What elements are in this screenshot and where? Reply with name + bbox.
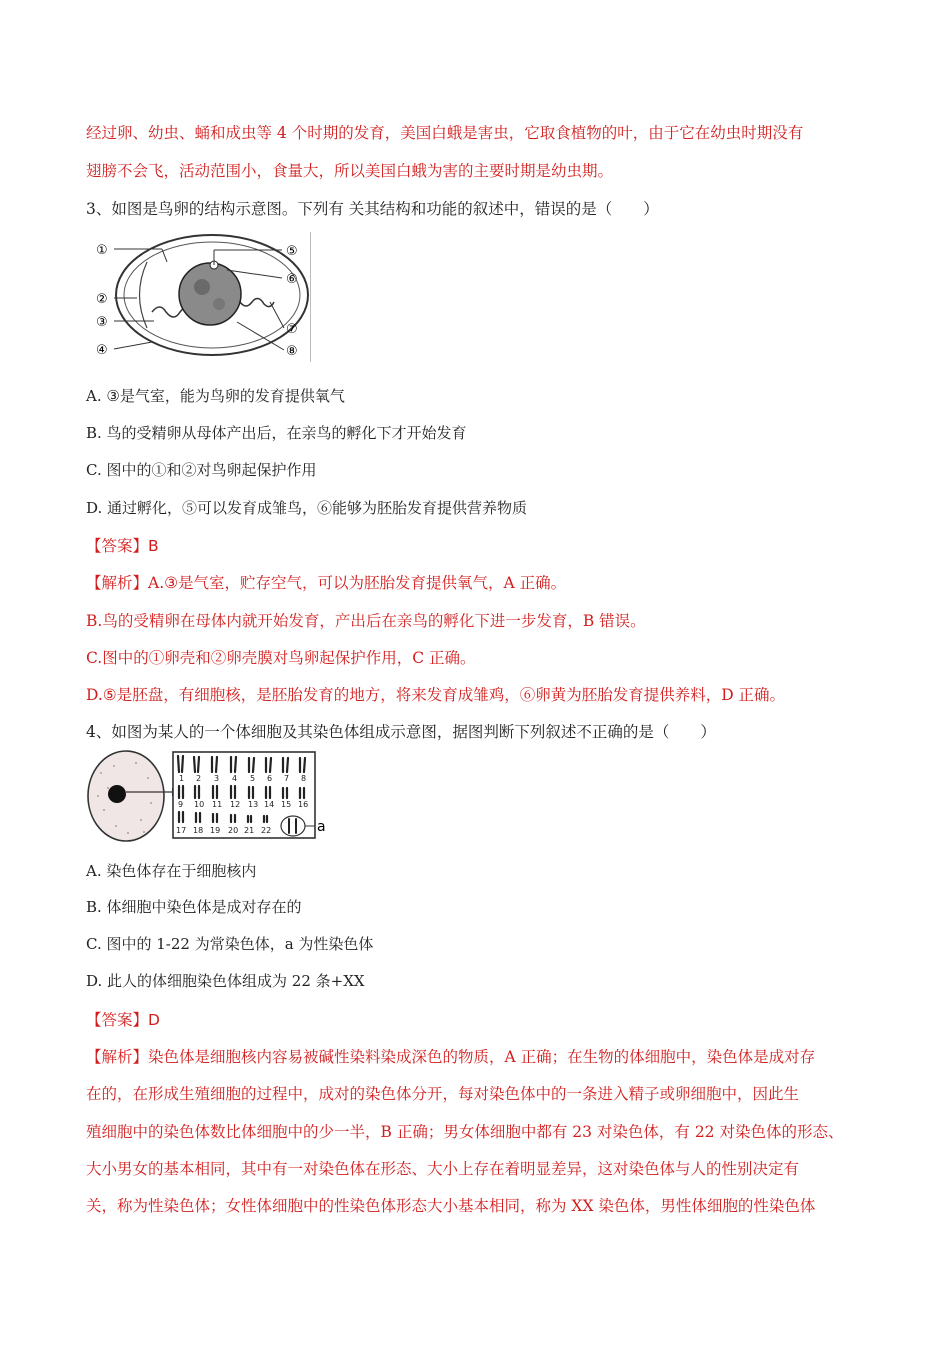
q3-option-b: B. 鸟的受精卵从母体产出后，在亲鸟的孵化下才开始发育 [86,424,467,442]
q3-answer-tag: 【答案】 [86,537,149,555]
q4-answer-value: D [148,1011,160,1029]
q3-option-c: C. 图中的①和②对鸟卵起保护作用 [86,461,317,479]
chromosome-number: 8 [301,774,307,783]
q4-analysis-text-1: 染色体是细胞核内容易被碱性染料染成深色的物质，A 正确；在生物的体细胞中，染色体是成对存 [148,1048,816,1066]
chromosome-number: 4 [232,774,238,783]
q3-answer-value: B [148,537,159,555]
q3-answer [86,534,159,556]
q4-option-c: C. 图中的 1-22 为常染色体，a 为性染色体 [86,935,374,953]
chromosome-number: 14 [264,800,275,809]
chromosome-number: 16 [298,800,309,809]
q4-analysis-line-5: 关，称为性染色体；女性体细胞中的性染色体形态大小基本相同，称为 XX 染色体，男性体细胞的性染色体 [86,1197,816,1215]
chromosome-number: 2 [196,774,202,783]
egg-label-8: ⑧ [286,344,298,359]
chromosome-number: 10 [194,800,205,809]
chromosome-number: 1 [179,774,185,783]
egg-label-2: ② [96,292,108,307]
q4-answer [86,1008,160,1030]
egg-label-5: ⑤ [286,244,298,259]
chromosome-number: 19 [210,826,221,835]
q4-answer-tag: 【答案】 [86,1011,149,1029]
q4-analysis-line-3: 殖细胞中的染色体数比体细胞中的少一半，B 正确；男女体细胞中都有 23 对染色体，有 22 对染色体的形态、 [86,1123,844,1141]
egg-label-7: ⑦ [286,322,298,337]
q3-analysis-line-4: D.⑤是胚盘，有细胞核，是胚胎发育的地方，将来发育成雏鸡，⑥卵黄为胚胎发育提供养料，D 正确。 [86,686,786,704]
q3-option-a: A. ③是气室，能为鸟卵的发育提供氧气 [86,387,345,405]
q4-analysis-tag: 【解析】 [86,1048,149,1066]
chromosome-number: 15 [281,800,292,809]
q3-analysis-line-3: C.图中的①卵壳和②卵壳膜对鸟卵起保护作用，C 正确。 [86,649,476,667]
chromosome-number: 17 [176,826,187,835]
q3-analysis-line-1 [86,571,566,593]
q4-option-b: B. 体细胞中染色体是成对存在的 [86,898,302,916]
q4-analysis-line-4: 大小男女的基本相同，其中有一对染色体在形态、大小上存在着明显差异，这对染色体与人的性别决定有 [86,1160,800,1178]
q3-analysis-line-2: B.鸟的受精卵在母体内就开始发育，产出后在亲鸟的孵化下进一步发育，B 错误。 [86,612,646,630]
chromosome-number: 12 [230,800,241,809]
q4-analysis-line-1 [86,1045,815,1067]
q3-analysis-text-1: A.③是气室，贮存空气，可以为胚胎发育提供氧气，A 正确。 [148,574,567,592]
q4-option-d: D. 此人的体细胞染色体组成为 22 条+XX [86,972,365,990]
chromosome-number: 6 [267,774,273,783]
chromosome-number: 5 [250,774,256,783]
chromosome-number: 13 [248,800,259,809]
chromosome-number: 18 [193,826,204,835]
chromosome-number: 3 [214,774,220,783]
q4-stem: 4、如图为某人的一个体细胞及其染色体组成示意图，据图判断下列叙述不正确的是（ ） [86,723,716,741]
chromosome-number: 22 [261,826,272,835]
egg-label-3: ③ [96,315,108,330]
chromosome-number: 11 [212,800,223,809]
chromosome-number: 20 [228,826,239,835]
q3-option-d: D. 通过孵化，⑤可以发育成雏鸟，⑥能够为胚胎发育提供营养物质 [86,499,528,517]
chromosome-label-a: a [317,819,326,835]
q4-analysis-line-2: 在的，在形成生殖细胞的过程中，成对的染色体分开，每对染色体中的一条进入精子或卵细胞中，因此生 [86,1085,800,1103]
q3-stem: 3、如图是鸟卵的结构示意图。下列有 关其结构和功能的叙述中，错误的是（ ） [86,200,659,218]
egg-label-6: ⑥ [286,272,298,287]
q3-analysis-tag: 【解析】 [86,574,149,592]
intro-line-2: 翅膀不会飞，活动范围小，食量大，所以美国白蛾为害的主要时期是幼虫期。 [86,162,614,180]
chromosome-number: 7 [284,774,290,783]
chromosome-number: 9 [178,800,184,809]
cell-chromosome-figure [86,748,346,848]
chromosome-number: 21 [244,826,255,835]
egg-label-1: ① [96,243,108,258]
egg-label-4: ④ [96,343,108,358]
intro-line-1: 经过卵、幼虫、蛹和成虫等 4 个时期的发育，美国白蛾是害虫，它取食植物的叶，由于它在幼虫时期没有 [86,124,804,142]
bird-egg-figure [92,232,322,362]
q4-option-a: A. 染色体存在于细胞核内 [86,862,257,880]
